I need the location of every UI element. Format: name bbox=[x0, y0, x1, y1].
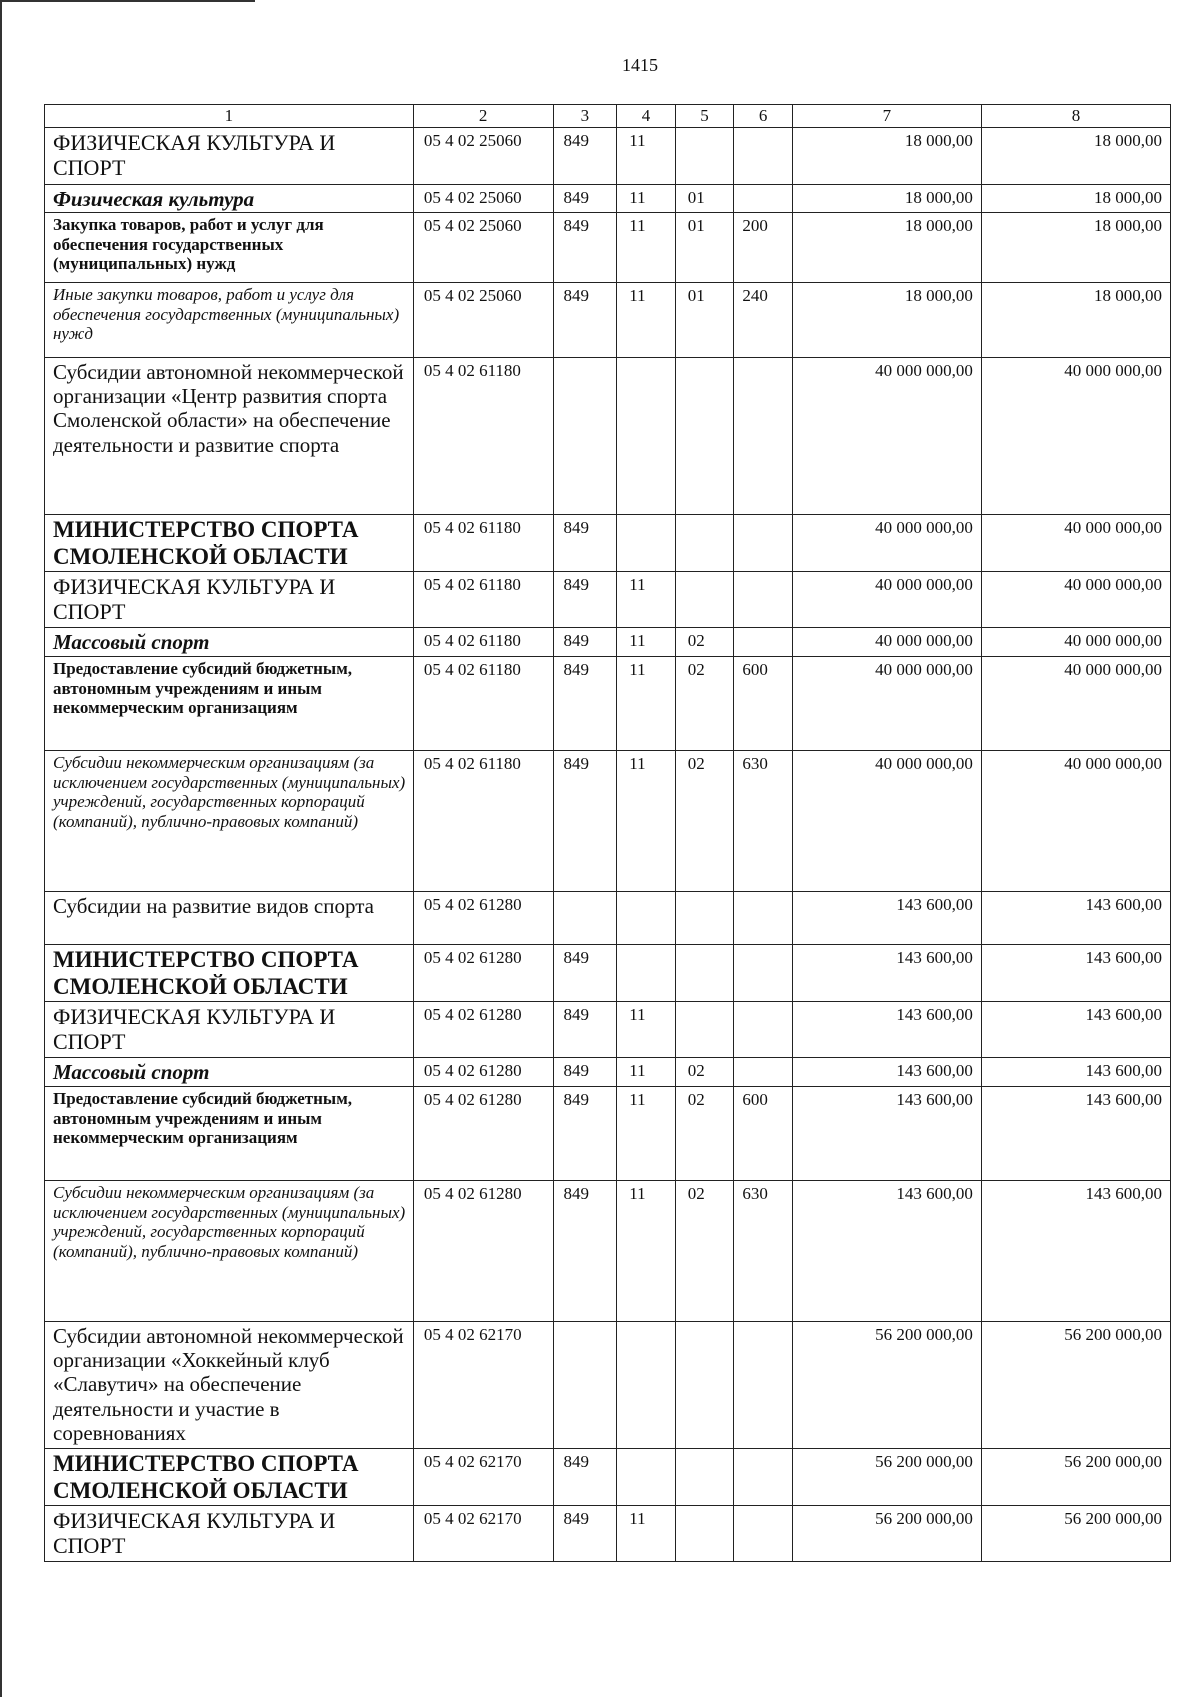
grbs-code-cell: 849 bbox=[553, 1058, 617, 1087]
grbs-code-cell: 849 bbox=[553, 1002, 617, 1058]
amount-year1-cell: 40 000 000,00 bbox=[792, 657, 981, 751]
target-code-cell: 05 4 02 61180 bbox=[413, 572, 553, 628]
expense-type-cell: 200 bbox=[734, 213, 793, 283]
table-row bbox=[45, 213, 1171, 283]
subsection-code-cell: 01 bbox=[675, 185, 734, 213]
expense-type-cell bbox=[734, 128, 793, 185]
subsection-code-cell bbox=[675, 1449, 734, 1506]
section-code-cell bbox=[617, 1449, 676, 1506]
grbs-code-cell: 849 bbox=[553, 628, 617, 657]
item-name-cell: ФИЗИЧЕСКАЯ КУЛЬТУРА И СПОРТ bbox=[45, 572, 414, 628]
grbs-code-cell: 849 bbox=[553, 1449, 617, 1506]
expense-type-cell bbox=[734, 358, 793, 515]
grbs-code-cell bbox=[553, 892, 617, 945]
target-code-cell: 05 4 02 62170 bbox=[413, 1506, 553, 1562]
item-name-cell: Субсидии автономной некоммерческой организации «Центр развития спорта Смоленской области» на обеспечение деятельности и развитие спорта bbox=[45, 358, 414, 515]
amount-year2-cell: 40 000 000,00 bbox=[981, 628, 1170, 657]
subsection-code-cell: 02 bbox=[675, 1181, 734, 1322]
item-name-cell: МИНИСТЕРСТВО СПОРТА СМОЛЕНСКОЙ ОБЛАСТИ bbox=[45, 945, 414, 1002]
amount-year1-cell: 56 200 000,00 bbox=[792, 1322, 981, 1449]
expense-type-cell bbox=[734, 1002, 793, 1058]
section-code-cell: 11 bbox=[617, 128, 676, 185]
section-code-cell: 11 bbox=[617, 1506, 676, 1562]
grbs-code-cell: 849 bbox=[553, 945, 617, 1002]
table-row bbox=[45, 1506, 1171, 1562]
item-name-cell: ФИЗИЧЕСКАЯ КУЛЬТУРА И СПОРТ bbox=[45, 1002, 414, 1058]
amount-year1-cell: 40 000 000,00 bbox=[792, 751, 981, 892]
expense-type-cell bbox=[734, 185, 793, 213]
expense-type-cell: 630 bbox=[734, 751, 793, 892]
target-code-cell: 05 4 02 25060 bbox=[413, 283, 553, 358]
amount-year1-cell: 143 600,00 bbox=[792, 945, 981, 1002]
section-code-cell: 11 bbox=[617, 1181, 676, 1322]
table-body bbox=[45, 105, 1171, 1562]
column-header: 7 bbox=[792, 105, 981, 128]
subsection-code-cell bbox=[675, 945, 734, 1002]
scan-line-left bbox=[0, 0, 2, 1697]
subsection-code-cell bbox=[675, 892, 734, 945]
grbs-code-cell: 849 bbox=[553, 751, 617, 892]
item-name-cell: Закупка товаров, работ и услуг для обеспечения государственных (муниципальных) нужд bbox=[45, 213, 414, 283]
amount-year1-cell: 18 000,00 bbox=[792, 283, 981, 358]
amount-year1-cell: 18 000,00 bbox=[792, 128, 981, 185]
grbs-code-cell: 849 bbox=[553, 128, 617, 185]
section-code-cell: 11 bbox=[617, 1002, 676, 1058]
amount-year1-cell: 143 600,00 bbox=[792, 1058, 981, 1087]
grbs-code-cell: 849 bbox=[553, 657, 617, 751]
amount-year2-cell: 18 000,00 bbox=[981, 128, 1170, 185]
expense-type-cell bbox=[734, 628, 793, 657]
section-code-cell bbox=[617, 892, 676, 945]
section-code-cell: 11 bbox=[617, 751, 676, 892]
grbs-code-cell: 849 bbox=[553, 515, 617, 572]
page-number: 1415 bbox=[622, 55, 658, 75]
item-name-cell: Субсидии некоммерческим организациям (за исключением государственных (муниципальных) учреждений, государственных корпораций (компаний), публично-правовых компаний) bbox=[45, 751, 414, 892]
expense-type-cell bbox=[734, 572, 793, 628]
target-code-cell: 05 4 02 62170 bbox=[413, 1449, 553, 1506]
table-row bbox=[45, 1322, 1171, 1449]
target-code-cell: 05 4 02 61280 bbox=[413, 1087, 553, 1181]
section-code-cell: 11 bbox=[617, 185, 676, 213]
target-code-cell: 05 4 02 61180 bbox=[413, 751, 553, 892]
amount-year2-cell: 18 000,00 bbox=[981, 283, 1170, 358]
column-number-header-row bbox=[45, 105, 1171, 128]
grbs-code-cell: 849 bbox=[553, 1087, 617, 1181]
target-code-cell: 05 4 02 61280 bbox=[413, 1058, 553, 1087]
amount-year1-cell: 143 600,00 bbox=[792, 1087, 981, 1181]
target-code-cell: 05 4 02 25060 bbox=[413, 213, 553, 283]
table-row bbox=[45, 572, 1171, 628]
amount-year1-cell: 56 200 000,00 bbox=[792, 1506, 981, 1562]
section-code-cell: 11 bbox=[617, 1087, 676, 1181]
column-header: 1 bbox=[45, 105, 414, 128]
table-row bbox=[45, 1181, 1171, 1322]
budget-table bbox=[44, 104, 1171, 1562]
grbs-code-cell: 849 bbox=[553, 213, 617, 283]
subsection-code-cell: 02 bbox=[675, 1087, 734, 1181]
item-name-cell: Предоставление субсидий бюджетным, автономным учреждениям и иным некоммерческим организациям bbox=[45, 1087, 414, 1181]
item-name-cell: МИНИСТЕРСТВО СПОРТА СМОЛЕНСКОЙ ОБЛАСТИ bbox=[45, 1449, 414, 1506]
item-name-cell: Субсидии автономной некоммерческой организации «Хоккейный клуб «Славутич» на обеспечение деятельности и участие в соревнованиях bbox=[45, 1322, 414, 1449]
target-code-cell: 05 4 02 25060 bbox=[413, 185, 553, 213]
subsection-code-cell bbox=[675, 1002, 734, 1058]
table-row bbox=[45, 628, 1171, 657]
amount-year2-cell: 143 600,00 bbox=[981, 1087, 1170, 1181]
subsection-code-cell: 02 bbox=[675, 1058, 734, 1087]
subsection-code-cell: 01 bbox=[675, 213, 734, 283]
grbs-code-cell: 849 bbox=[553, 1506, 617, 1562]
expense-type-cell bbox=[734, 1506, 793, 1562]
amount-year2-cell: 143 600,00 bbox=[981, 1002, 1170, 1058]
subsection-code-cell bbox=[675, 1322, 734, 1449]
amount-year2-cell: 40 000 000,00 bbox=[981, 358, 1170, 515]
section-code-cell: 11 bbox=[617, 1058, 676, 1087]
amount-year1-cell: 40 000 000,00 bbox=[792, 358, 981, 515]
grbs-code-cell: 849 bbox=[553, 185, 617, 213]
item-name-cell: Предоставление субсидий бюджетным, автономным учреждениям и иным некоммерческим организациям bbox=[45, 657, 414, 751]
item-name-cell: Физическая культура bbox=[45, 185, 414, 213]
amount-year1-cell: 40 000 000,00 bbox=[792, 515, 981, 572]
column-header: 3 bbox=[553, 105, 617, 128]
target-code-cell: 05 4 02 61280 bbox=[413, 945, 553, 1002]
expense-type-cell bbox=[734, 892, 793, 945]
amount-year1-cell: 143 600,00 bbox=[792, 1181, 981, 1322]
item-name-cell: Иные закупки товаров, работ и услуг для обеспечения государственных (муниципальных) нужд bbox=[45, 283, 414, 358]
expense-type-cell bbox=[734, 1449, 793, 1506]
amount-year2-cell: 18 000,00 bbox=[981, 213, 1170, 283]
target-code-cell: 05 4 02 62170 bbox=[413, 1322, 553, 1449]
subsection-code-cell bbox=[675, 572, 734, 628]
amount-year2-cell: 40 000 000,00 bbox=[981, 751, 1170, 892]
grbs-code-cell: 849 bbox=[553, 572, 617, 628]
expense-type-cell: 600 bbox=[734, 657, 793, 751]
column-header: 8 bbox=[981, 105, 1170, 128]
expense-type-cell: 630 bbox=[734, 1181, 793, 1322]
amount-year2-cell: 143 600,00 bbox=[981, 1181, 1170, 1322]
amount-year2-cell: 143 600,00 bbox=[981, 892, 1170, 945]
expense-type-cell bbox=[734, 1058, 793, 1087]
amount-year1-cell: 143 600,00 bbox=[792, 1002, 981, 1058]
target-code-cell: 05 4 02 25060 bbox=[413, 128, 553, 185]
section-code-cell: 11 bbox=[617, 628, 676, 657]
expense-type-cell: 600 bbox=[734, 1087, 793, 1181]
item-name-cell: ФИЗИЧЕСКАЯ КУЛЬТУРА И СПОРТ bbox=[45, 128, 414, 185]
table-row bbox=[45, 185, 1171, 213]
subsection-code-cell bbox=[675, 1506, 734, 1562]
section-code-cell: 11 bbox=[617, 572, 676, 628]
section-code-cell: 11 bbox=[617, 213, 676, 283]
amount-year2-cell: 143 600,00 bbox=[981, 945, 1170, 1002]
target-code-cell: 05 4 02 61280 bbox=[413, 1181, 553, 1322]
item-name-cell: Массовый спорт bbox=[45, 1058, 414, 1087]
amount-year2-cell: 40 000 000,00 bbox=[981, 572, 1170, 628]
amount-year2-cell: 56 200 000,00 bbox=[981, 1449, 1170, 1506]
table-row bbox=[45, 892, 1171, 945]
subsection-code-cell bbox=[675, 128, 734, 185]
subsection-code-cell: 02 bbox=[675, 751, 734, 892]
amount-year1-cell: 18 000,00 bbox=[792, 213, 981, 283]
table-row bbox=[45, 657, 1171, 751]
item-name-cell: Субсидии некоммерческим организациям (за исключением государственных (муниципальных) учреждений, государственных корпораций (компаний), публично-правовых компаний) bbox=[45, 1181, 414, 1322]
amount-year2-cell: 143 600,00 bbox=[981, 1058, 1170, 1087]
grbs-code-cell bbox=[553, 358, 617, 515]
amount-year1-cell: 56 200 000,00 bbox=[792, 1449, 981, 1506]
table-row bbox=[45, 945, 1171, 1002]
section-code-cell bbox=[617, 358, 676, 515]
expense-type-cell: 240 bbox=[734, 283, 793, 358]
subsection-code-cell: 02 bbox=[675, 657, 734, 751]
amount-year2-cell: 56 200 000,00 bbox=[981, 1506, 1170, 1562]
amount-year2-cell: 40 000 000,00 bbox=[981, 515, 1170, 572]
amount-year1-cell: 40 000 000,00 bbox=[792, 572, 981, 628]
target-code-cell: 05 4 02 61180 bbox=[413, 515, 553, 572]
subsection-code-cell bbox=[675, 358, 734, 515]
table-row bbox=[45, 515, 1171, 572]
target-code-cell: 05 4 02 61280 bbox=[413, 1002, 553, 1058]
item-name-cell: МИНИСТЕРСТВО СПОРТА СМОЛЕНСКОЙ ОБЛАСТИ bbox=[45, 515, 414, 572]
section-code-cell: 11 bbox=[617, 283, 676, 358]
item-name-cell: Субсидии на развитие видов спорта bbox=[45, 892, 414, 945]
target-code-cell: 05 4 02 61280 bbox=[413, 892, 553, 945]
expense-type-cell bbox=[734, 515, 793, 572]
target-code-cell: 05 4 02 61180 bbox=[413, 657, 553, 751]
grbs-code-cell bbox=[553, 1322, 617, 1449]
column-header: 4 bbox=[617, 105, 676, 128]
column-header: 6 bbox=[734, 105, 793, 128]
scan-line-top bbox=[0, 0, 255, 2]
amount-year2-cell: 18 000,00 bbox=[981, 185, 1170, 213]
grbs-code-cell: 849 bbox=[553, 1181, 617, 1322]
grbs-code-cell: 849 bbox=[553, 283, 617, 358]
subsection-code-cell: 02 bbox=[675, 628, 734, 657]
section-code-cell bbox=[617, 515, 676, 572]
table-row bbox=[45, 1449, 1171, 1506]
column-header: 5 bbox=[675, 105, 734, 128]
table-row bbox=[45, 358, 1171, 515]
table-row bbox=[45, 1087, 1171, 1181]
expense-type-cell bbox=[734, 1322, 793, 1449]
section-code-cell bbox=[617, 945, 676, 1002]
expense-type-cell bbox=[734, 945, 793, 1002]
amount-year1-cell: 40 000 000,00 bbox=[792, 628, 981, 657]
subsection-code-cell: 01 bbox=[675, 283, 734, 358]
table-row bbox=[45, 128, 1171, 185]
item-name-cell: ФИЗИЧЕСКАЯ КУЛЬТУРА И СПОРТ bbox=[45, 1506, 414, 1562]
table-row bbox=[45, 1058, 1171, 1087]
section-code-cell: 11 bbox=[617, 657, 676, 751]
target-code-cell: 05 4 02 61180 bbox=[413, 358, 553, 515]
item-name-cell: Массовый спорт bbox=[45, 628, 414, 657]
amount-year2-cell: 40 000 000,00 bbox=[981, 657, 1170, 751]
table-row bbox=[45, 1002, 1171, 1058]
target-code-cell: 05 4 02 61180 bbox=[413, 628, 553, 657]
amount-year1-cell: 143 600,00 bbox=[792, 892, 981, 945]
subsection-code-cell bbox=[675, 515, 734, 572]
column-header: 2 bbox=[413, 105, 553, 128]
amount-year2-cell: 56 200 000,00 bbox=[981, 1322, 1170, 1449]
table-row bbox=[45, 283, 1171, 358]
section-code-cell bbox=[617, 1322, 676, 1449]
table-row bbox=[45, 751, 1171, 892]
amount-year1-cell: 18 000,00 bbox=[792, 185, 981, 213]
